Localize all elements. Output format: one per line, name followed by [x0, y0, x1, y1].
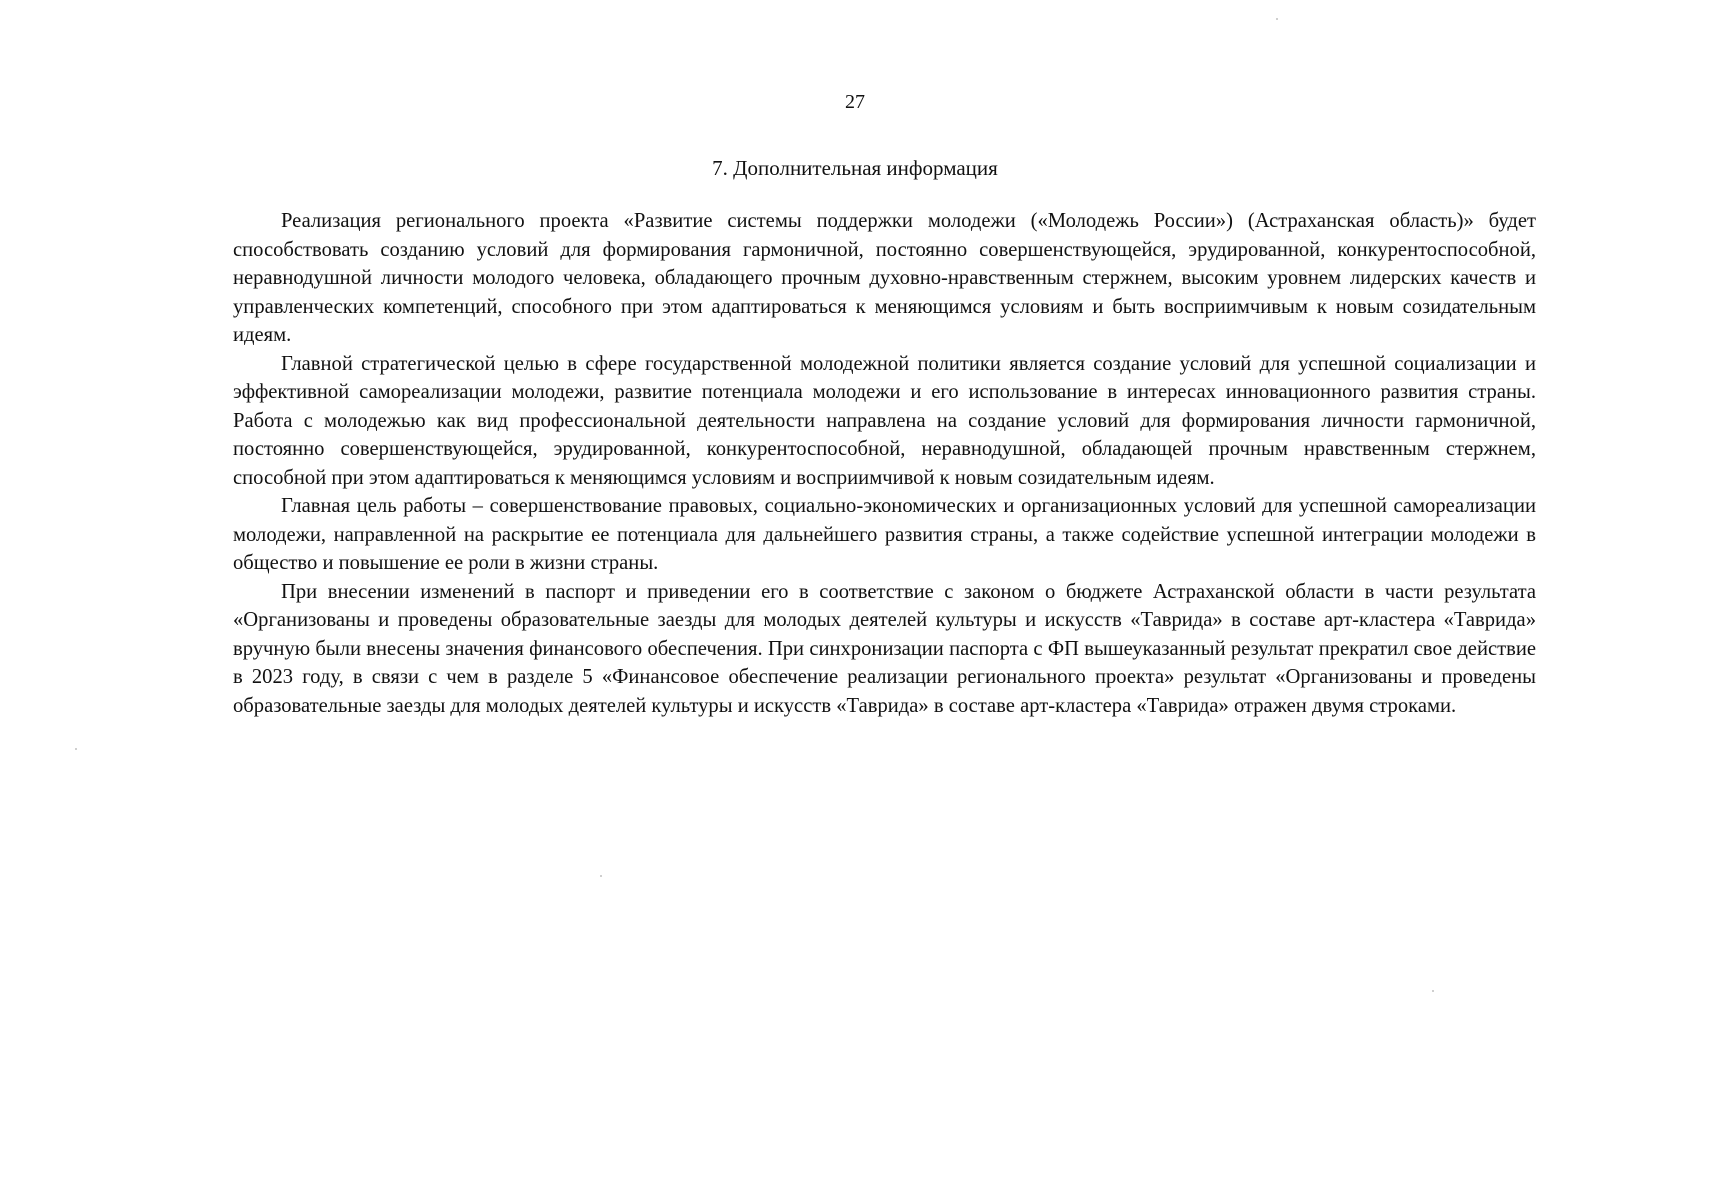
paragraph-4: При внесении изменений в паспорт и приведении его в соответствие с законом о бюджете Астраханской области в части результата «Организованы и проведены образовательные заезды для молодых деятелей культуры и искусств «Таврида» в составе арт-кластера «Таврида» вручную были внесены значения финансового обеспечения. При синхронизации паспорта с ФП вышеуказанный результат прекратил свое действие в 2023 году, в связи с чем в разделе 5 «Финансовое обеспечение реализации регионального проекта» результат «Организованы и проведены образовательные заезды для молодых деятелей культуры и искусств «Таврида» в составе арт-кластера «Таврида» отражен двумя строками. — [233, 580, 1536, 717]
page-number: 27 — [845, 91, 865, 113]
scan-speck — [1276, 18, 1278, 20]
paragraph-2: Главной стратегической целью в сфере государственной молодежной политики является создание условий для успешной социализации и эффективной самореализации молодежи, развитие потенциала молодежи и его использование в интересах инновационного развития страны. Работа с молодежью как вид профессиональной деятельности направлена на создание условий для формирования личности гармоничной, постоянно совершенствующейся, эрудированной, конкурентоспособной, неравнодушной, обладающей прочным нравственным стержнем, способной при этом адаптироваться к меняющимся условиям и восприимчивой к новым созидательным идеям. — [233, 352, 1536, 489]
paragraph-3: Главная цель работы – совершенствование правовых, социально-экономических и организационных условий для успешной самореализации молодежи, направленной на раскрытие ее потенциала для дальнейшего развития страны, а также содействие успешной интеграции молодежи в общество и повышение ее роли в жизни страны. — [233, 495, 1536, 574]
scan-speck — [600, 875, 602, 877]
paragraph-1: Реализация регионального проекта «Развитие системы поддержки молодежи («Молодежь России») (Астраханская область)» будет способствовать созданию условий для формирования гармоничной, постоянно совершенствующейся, эрудированной, конкурентоспособной, неравнодушной личности молодого человека, обладающего прочным духовно-нравственным стержнем, высоким уровнем лидерских качеств и управленческих компетенций, способного при этом адаптироваться к меняющимся условиям и быть восприимчивым к новым созидательным идеям. — [233, 210, 1536, 346]
scan-speck — [1432, 990, 1434, 992]
section-title: 7. Дополнительная информация — [712, 156, 998, 180]
body-text — [233, 207, 1536, 720]
scan-speck — [75, 748, 77, 750]
